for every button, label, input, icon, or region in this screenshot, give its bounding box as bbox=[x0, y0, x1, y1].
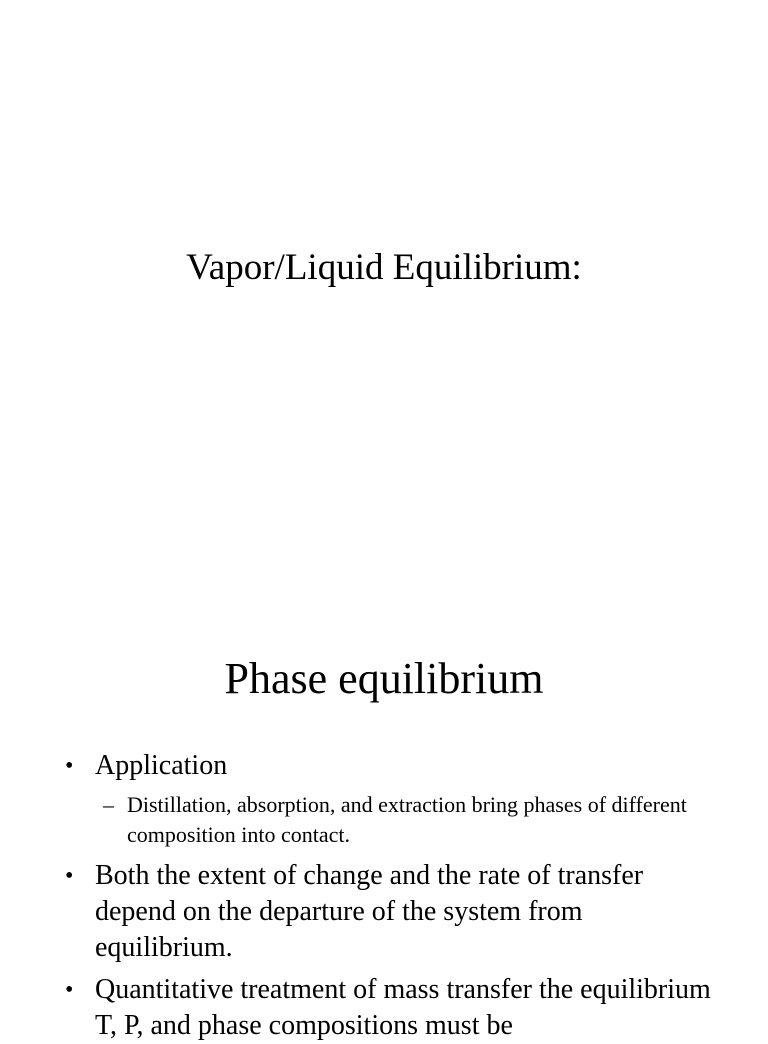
slide-title-vapor-liquid: Vapor/Liquid Equilibrium: bbox=[186, 247, 582, 288]
bullet-item-extent-of-change bbox=[65, 858, 715, 966]
sub-bullet-marker: – bbox=[103, 792, 114, 817]
bullet-item-application bbox=[65, 748, 715, 784]
bullet-item-quantitative-treatment bbox=[65, 972, 715, 1044]
bullet-text: Quantitative treatment of mass transfer the equilibrium T, P, and phase compositions must be bbox=[95, 974, 711, 1041]
sub-bullet-text: Distillation, absorption, and extraction bring phases of different composition into contact. bbox=[127, 792, 687, 847]
bullet-text: Application bbox=[95, 750, 228, 781]
bullet-marker: • bbox=[65, 977, 74, 1003]
bullet-marker: • bbox=[65, 863, 74, 889]
bullet-text: Both the extent of change and the rate of transfer depend on the departure of the system from equilibrium. bbox=[95, 860, 644, 963]
sub-bullet-item-distillation bbox=[103, 790, 727, 850]
slide-title-phase-equilibrium: Phase equilibrium bbox=[224, 654, 544, 703]
bullet-marker: • bbox=[65, 753, 74, 779]
